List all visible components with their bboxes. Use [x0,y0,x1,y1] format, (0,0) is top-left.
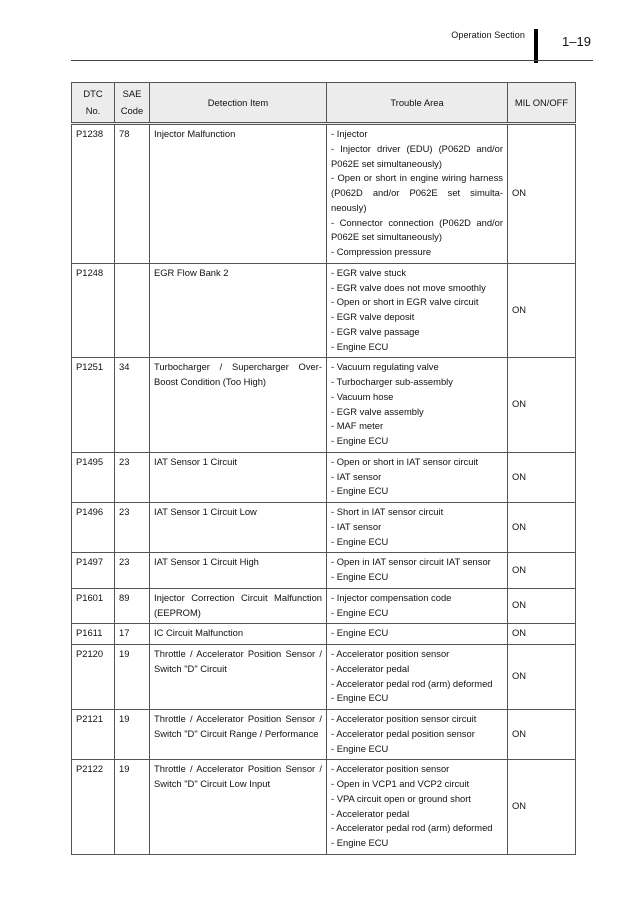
detection-item: IAT Sensor 1 Circuit Low [150,503,327,553]
table-body [72,124,576,855]
trouble-area [327,263,508,358]
trouble-area-line: - EGR valve does not move smoothly [331,281,486,293]
detection-item: Throttle / Accelerator Position Sensor / Switch "D" Circuit [150,645,327,710]
dtc-code: P1251 [72,358,115,453]
dtc-code: P1601 [72,588,115,624]
trouble-area-line: - Vacuum regulating valve [331,361,439,373]
header-rule [71,60,593,61]
trouble-area-line: - Engine ECU [331,742,389,754]
header-dtc-line1: DTC [83,88,103,99]
trouble-area-line: - Engine ECU [331,606,389,618]
mil-status: ON [508,124,576,264]
trouble-area-line: - Engine ECU [331,571,389,582]
header-sae [115,83,150,124]
trouble-area-line: - Engine ECU [331,485,389,497]
table-row [72,760,576,855]
header-dtc-line2: No. [85,105,101,116]
dtc-code: P2120 [72,645,115,710]
dtc-code: P1248 [72,263,115,358]
sae-code: 19 [115,710,150,760]
trouble-area-line: - Accelerator pedal rod (arm) deformed [331,822,493,834]
mil-status: ON [508,645,576,710]
dtc-code: P2122 [72,760,115,855]
sae-code [115,263,150,358]
trouble-area-line: - Engine ECU [331,627,389,639]
detection-item: Throttle / Accelerator Position Sensor / Switch "D" Circuit Range / Performance [150,710,327,760]
table-row [72,124,576,264]
mil-status: ON [508,358,576,453]
detection-item: Turbocharger / Supercharger Over-Boost Condition (Too High) [150,358,327,453]
trouble-area-line: - Compression pressure [331,246,432,257]
trouble-area-line: - EGR valve deposit [331,311,415,322]
detection-item: IAT Sensor 1 Circuit High [150,553,327,589]
header-sae-line1: SAE [122,88,142,99]
trouble-area-line: - Short in IAT sensor circuit [331,506,444,517]
mil-status: ON [508,760,576,855]
detection-item: EGR Flow Bank 2 [150,263,327,358]
trouble-area-line: - Accelerator pedal [331,807,410,819]
section-title: Operation Section [451,30,525,40]
trouble-area-line: - EGR valve passage [331,325,420,337]
trouble-area-line: - Open in IAT sensor circuit IAT sensor [331,556,491,568]
mil-status: ON [508,263,576,358]
table-row [72,263,576,358]
trouble-area-line: - EGR valve stuck [331,266,407,278]
trouble-area-line: - Injector [331,128,368,139]
sae-code: 34 [115,358,150,453]
trouble-area [327,588,508,624]
mil-status: ON [508,503,576,553]
trouble-area-line: - Open or short in EGR valve circuit [331,296,479,308]
sae-code: 23 [115,553,150,589]
dtc-code: P2121 [72,710,115,760]
dtc-code: P1238 [72,124,115,264]
header-sae-line2: Code [120,105,144,116]
table-row [72,624,576,645]
table-row [72,710,576,760]
mil-status: ON [508,452,576,502]
trouble-area-line: - IAT sensor [331,520,382,532]
trouble-area-line: - Engine ECU [331,535,389,547]
mil-status: ON [508,710,576,760]
sae-code: 19 [115,645,150,710]
detection-item: IC Circuit Malfunction [150,624,327,645]
trouble-area [327,760,508,855]
trouble-area [327,358,508,453]
trouble-area-line: - EGR valve assembly [331,405,424,417]
table-row [72,645,576,710]
table-row [72,588,576,624]
mil-status: ON [508,588,576,624]
sae-code: 89 [115,588,150,624]
table-row [72,503,576,553]
trouble-area-line: - Engine ECU [331,837,389,848]
trouble-area [327,124,508,264]
header-detection-item: Detection Item [150,83,327,124]
sae-code: 19 [115,760,150,855]
trouble-area-line: - Accelerator position sensor circuit [331,713,477,724]
detection-item: Throttle / Accelerator Position Sensor / Switch "D" Circuit Low Input [150,760,327,855]
header-dtc [72,83,115,124]
trouble-area-line: - Engine ECU [331,692,389,704]
trouble-area-line: - Open in VCP1 and VCP2 circuit [331,778,470,789]
trouble-area-line: - Accelerator position sensor [331,648,450,659]
trouble-area-line: - Engine ECU [331,435,389,446]
trouble-area-line: - Engine ECU [331,340,389,352]
detection-item: Injector Malfunction [150,124,327,264]
dtc-code: P1496 [72,503,115,553]
trouble-area [327,710,508,760]
trouble-area-line: - Connector connection (P062D and/or P062E set simultaneously) [331,216,503,243]
trouble-area-line: - Injector compensation code [331,591,452,603]
trouble-area-line: - Injector driver (EDU) (P062D and/or P062E set simultaneously) [331,142,503,169]
trouble-area-line: - VPA circuit open or ground short [331,792,472,804]
header-bar [534,29,538,63]
trouble-area-line: - MAF meter [331,420,384,432]
table-row [72,358,576,453]
dtc-code: P1611 [72,624,115,645]
header-mil: MIL ON/OFF [508,83,576,124]
mil-status: ON [508,553,576,589]
trouble-area-line: - Vacuum hose [331,390,394,402]
trouble-area-line: - Open or short in engine wiring harness (P062D and/or P062E set simulta-neously) [331,172,503,213]
detection-item: IAT Sensor 1 Circuit [150,452,327,502]
trouble-area-line: - IAT sensor [331,470,382,482]
sae-code: 17 [115,624,150,645]
sae-code: 78 [115,124,150,264]
trouble-area [327,624,508,645]
mil-status: ON [508,624,576,645]
trouble-area-line: - Turbocharger sub-assembly [331,376,453,387]
trouble-area-line: - Accelerator position sensor [331,763,450,775]
dtc-code: P1497 [72,553,115,589]
trouble-area-line: - Accelerator pedal position sensor [331,727,475,739]
trouble-area [327,503,508,553]
detection-item: Injector Correction Circuit Malfunction (EEPROM) [150,588,327,624]
dtc-code: P1495 [72,452,115,502]
dtc-table [71,82,576,855]
trouble-area-line: - Accelerator pedal [331,662,410,674]
sae-code: 23 [115,503,150,553]
trouble-area-line: - Accelerator pedal rod (arm) deformed [331,677,493,689]
trouble-area [327,645,508,710]
header-trouble-area: Trouble Area [327,83,508,124]
table-row [72,452,576,502]
sae-code: 23 [115,452,150,502]
trouble-area [327,553,508,589]
table-header [72,83,576,124]
trouble-area-line: - Open or short in IAT sensor circuit [331,455,479,467]
trouble-area [327,452,508,502]
page-number: 1–19 [562,34,591,49]
table-row [72,553,576,589]
